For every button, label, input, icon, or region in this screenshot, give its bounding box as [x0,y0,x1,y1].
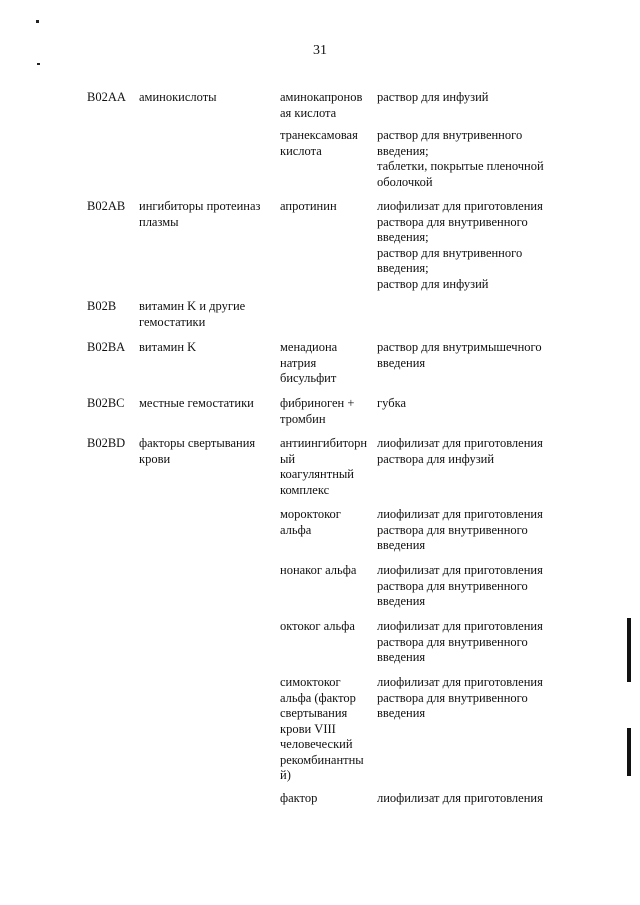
dosage-form: лиофилизат для приготовления раствора для внутривенного введения [377,619,543,664]
dosage-form: лиофилизат для приготовления раствора для внутривенного введения [377,675,543,720]
drug-name: фибриноген + тромбин [280,396,355,426]
scan-speck [36,20,39,23]
atc-group: ингибиторы протеиназ плазмы [139,199,261,229]
scan-speck [37,63,40,65]
dosage-form: лиофилизат для приготовления раствора для внутривенного введения [377,563,543,608]
atc-group: аминокислоты [139,90,217,104]
drug-name: менадиона натрия бисульфит [280,340,338,385]
dosage-form: лиофилизат для приготовления раствора для внутривенного введения; раствор для внутривенного введения; раствор для инфузий [377,199,543,291]
drug-name: мороктоког альфа [280,507,341,537]
page-number: 31 [313,43,327,58]
atc-group: факторы свертывания крови [139,436,256,466]
drug-name: фактор [280,791,318,805]
atc-group: витамин K [139,340,197,354]
dosage-form: раствор для внутримышечного введения [377,340,542,370]
atc-group: витамин K и другие гемостатики [139,299,246,329]
dosage-form: губка [377,396,407,410]
dosage-form: раствор для инфузий [377,90,489,104]
atc-code: B02BD [87,436,126,450]
atc-group: местные гемостатики [139,396,254,410]
drug-name: транексамовая кислота [280,128,358,158]
drug-name: симоктоког альфа (фактор свертывания крови VIII человеческий рекомбинантны й) [280,675,364,782]
dosage-form: раствор для внутривенного введения; таблетки, покрытые пленочной оболочкой [377,128,544,189]
scan-edge-bar [627,618,631,682]
atc-code: B02AA [87,90,126,104]
dosage-form: лиофилизат для приготовления раствора для внутривенного введения [377,507,543,552]
dosage-form: лиофилизат для приготовления [377,791,543,805]
drug-name: апротинин [280,199,337,213]
atc-code: B02AB [87,199,126,213]
dosage-form: лиофилизат для приготовления раствора для инфузий [377,436,543,466]
atc-code: B02B [87,299,117,313]
scan-edge-bar [627,728,631,776]
drug-name: антиингибиторн ый коагулянтный комплекс [280,436,368,497]
drug-name: нонаког альфа [280,563,357,577]
atc-code: B02BA [87,340,126,354]
drug-name: октоког альфа [280,619,355,633]
atc-code: B02BC [87,396,125,410]
drug-name: аминокапронов ая кислота [280,90,363,120]
